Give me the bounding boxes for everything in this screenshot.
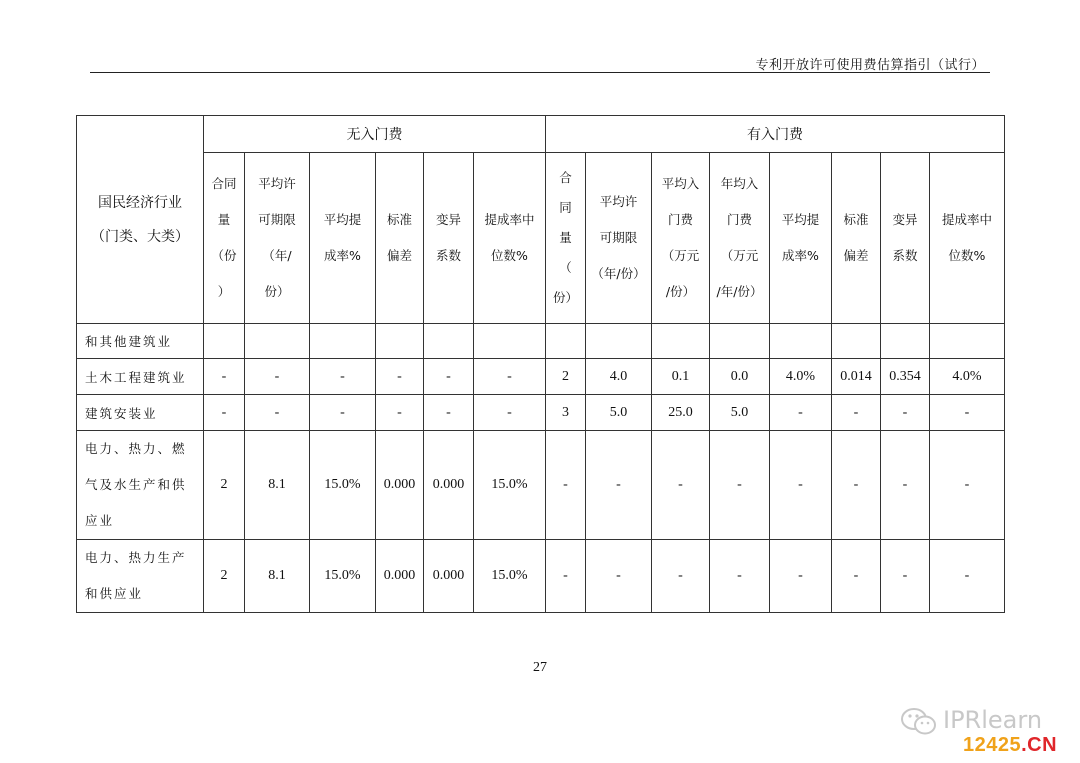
with_fee-col-header-3	[710, 153, 770, 324]
table-cell: -	[832, 540, 881, 613]
table-cell	[546, 324, 586, 359]
header-line: 提成率中	[941, 212, 992, 227]
table-cell: -	[881, 431, 930, 540]
table-cell: 4.0	[586, 359, 652, 395]
table-cell: -	[832, 431, 881, 540]
table-cell: 0.000	[376, 540, 424, 613]
table-cell: -	[586, 540, 652, 613]
table-cell	[930, 324, 1005, 359]
table-cell: 2	[204, 540, 245, 613]
table-cell: 15.0%	[474, 540, 546, 613]
table-cell: -	[652, 431, 710, 540]
table-cell: -	[424, 359, 474, 395]
table-cell: -	[832, 395, 881, 431]
table-cell: 15.0%	[310, 431, 376, 540]
header-line: 同	[559, 200, 572, 215]
table-row	[77, 431, 1005, 540]
table-cell: -	[245, 395, 310, 431]
industry-label-line: 电力、热力生产	[85, 550, 187, 565]
table-cell: 0.000	[424, 540, 474, 613]
table-cell	[881, 324, 930, 359]
table-cell: 0.014	[832, 359, 881, 395]
table-cell: -	[770, 540, 832, 613]
table-cell: -	[930, 395, 1005, 431]
industry-label	[77, 431, 204, 540]
table-cell: 15.0%	[310, 540, 376, 613]
header-line: 成率%	[324, 248, 361, 263]
table-cell	[652, 324, 710, 359]
industry-label	[77, 540, 204, 613]
industry-label	[77, 359, 204, 395]
table-cell: 8.1	[245, 431, 310, 540]
no_fee-col-header-0	[204, 153, 245, 324]
no_fee-col-header-4	[424, 153, 474, 324]
header-line: 偏差	[386, 248, 412, 263]
header-line: 平均许	[599, 194, 638, 209]
watermark-site-tld: .CN	[1021, 734, 1058, 756]
table-cell: 0.354	[881, 359, 930, 395]
header-line: 合同	[211, 176, 237, 191]
header-line: 门费	[726, 212, 752, 227]
header-line: 门费	[667, 212, 693, 227]
header-line: 标准	[843, 212, 869, 227]
header-line: 偏差	[843, 248, 869, 263]
wechat-icon	[899, 706, 939, 742]
header-line: （年/份）	[591, 266, 646, 281]
document-header-title: 专利开放许可使用费估算指引（试行）	[755, 58, 985, 73]
with_fee-col-header-6	[881, 153, 930, 324]
header-line: 可期限	[599, 230, 638, 245]
header-line: 平均许	[258, 176, 296, 191]
corner-line-2: （门类、大类）	[91, 228, 189, 245]
table-cell: 25.0	[652, 395, 710, 431]
table-cell: 0.1	[652, 359, 710, 395]
industry-fee-table	[76, 115, 1005, 613]
table-cell	[310, 324, 376, 359]
header-line: 平均提	[323, 212, 362, 227]
header-line: （年/	[262, 248, 292, 263]
no_fee-col-header-1	[245, 153, 310, 324]
header-line: 平均入	[661, 176, 700, 191]
industry-label-line: 土木工程建筑业	[85, 369, 187, 385]
table-cell	[832, 324, 881, 359]
table-cell: 0.000	[376, 431, 424, 540]
table-cell: 8.1	[245, 540, 310, 613]
table-cell: 5.0	[586, 395, 652, 431]
no_fee-col-header-5	[474, 153, 546, 324]
header-line: 合	[559, 170, 572, 185]
no_fee-col-header-2	[310, 153, 376, 324]
industry-label-line: 电力、热力、燃	[85, 441, 187, 456]
table-cell	[770, 324, 832, 359]
table-cell: -	[424, 395, 474, 431]
watermark-site	[963, 734, 1057, 757]
header-line: 位数%	[948, 248, 986, 263]
table-cell: -	[474, 395, 546, 431]
with_fee-col-header-2	[652, 153, 710, 324]
table-cell	[204, 324, 245, 359]
header-line: （	[559, 260, 572, 275]
header-line: 变异	[435, 212, 461, 227]
watermark-brand: IPRlearn	[943, 706, 1043, 734]
table-cell: 2	[546, 359, 586, 395]
page-number: 27	[533, 660, 547, 675]
no-fee-group-header: 无入门费	[204, 116, 546, 153]
header-line: 变异	[892, 212, 918, 227]
table-cell: -	[310, 359, 376, 395]
industry-label-line: 和供应业	[85, 586, 144, 601]
header-line: 年均入	[720, 176, 759, 191]
header-line: /份）	[665, 284, 696, 299]
table-row	[77, 395, 1005, 431]
header-line: 平均提	[781, 212, 820, 227]
header-line: 标准	[386, 212, 412, 227]
table-row	[77, 540, 1005, 613]
industry-column-header	[77, 116, 204, 324]
table-cell: -	[310, 395, 376, 431]
header-line: （份	[211, 248, 237, 263]
header-line: /年/份）	[716, 284, 763, 299]
table-row	[77, 324, 1005, 359]
table-cell: -	[546, 540, 586, 613]
table-cell: -	[930, 540, 1005, 613]
header-line: （万元	[720, 248, 759, 263]
table-cell	[474, 324, 546, 359]
table-cell: -	[474, 359, 546, 395]
industry-label	[77, 395, 204, 431]
watermark-site-number: 12425	[963, 734, 1022, 756]
table-cell: -	[376, 359, 424, 395]
table-cell: -	[204, 359, 245, 395]
table-cell	[376, 324, 424, 359]
header-line: 可期限	[258, 212, 296, 227]
header-line: 系数	[435, 248, 461, 263]
table-cell: 4.0%	[770, 359, 832, 395]
table-cell: -	[710, 540, 770, 613]
table-cell: -	[204, 395, 245, 431]
header-line: （万元	[661, 248, 700, 263]
header-rule	[90, 72, 990, 73]
table-cell: 2	[204, 431, 245, 540]
header-line: 提成率中	[484, 212, 535, 227]
with_fee-col-header-5	[832, 153, 881, 324]
watermark	[893, 700, 1073, 760]
industry-label-line: 和其他建筑业	[85, 334, 173, 349]
table-cell: 3	[546, 395, 586, 431]
table-cell: -	[930, 431, 1005, 540]
corner-line-1: 国民经济行业	[98, 194, 182, 211]
industry-label-line: 气及水生产和供	[85, 477, 187, 492]
table-cell: -	[770, 431, 832, 540]
table-cell: -	[376, 395, 424, 431]
header-line: 系数	[892, 248, 918, 263]
table-row	[77, 359, 1005, 395]
table-cell: -	[245, 359, 310, 395]
header-line: 位数%	[491, 248, 528, 263]
table-cell: 5.0	[710, 395, 770, 431]
with_fee-col-header-7	[930, 153, 1005, 324]
table-cell: -	[710, 431, 770, 540]
industry-label-line: 应业	[85, 513, 115, 528]
table-cell: -	[652, 540, 710, 613]
table-cell: 4.0%	[930, 359, 1005, 395]
table-cell: -	[881, 540, 930, 613]
table-cell	[586, 324, 652, 359]
header-line: 量	[559, 230, 572, 245]
with-fee-group-header: 有入门费	[546, 116, 1005, 153]
industry-label-line: 建筑安装业	[85, 405, 158, 421]
table-cell: 15.0%	[474, 431, 546, 540]
header-line: 成率%	[782, 248, 819, 263]
table-cell	[424, 324, 474, 359]
table-cell: 0.0	[710, 359, 770, 395]
no_fee-col-header-3	[376, 153, 424, 324]
table-cell: -	[546, 431, 586, 540]
header-line: 量	[217, 212, 231, 227]
with_fee-col-header-4	[770, 153, 832, 324]
header-line: ）	[217, 284, 231, 299]
table-cell: -	[770, 395, 832, 431]
with_fee-col-header-1	[586, 153, 652, 324]
industry-label	[77, 324, 204, 359]
table-cell	[245, 324, 310, 359]
table-cell	[710, 324, 770, 359]
header-line: 份）	[552, 290, 578, 305]
with_fee-col-header-0	[546, 153, 586, 324]
table-cell: -	[881, 395, 930, 431]
table-cell: -	[586, 431, 652, 540]
header-line: 份）	[264, 284, 290, 299]
table-cell: 0.000	[424, 431, 474, 540]
